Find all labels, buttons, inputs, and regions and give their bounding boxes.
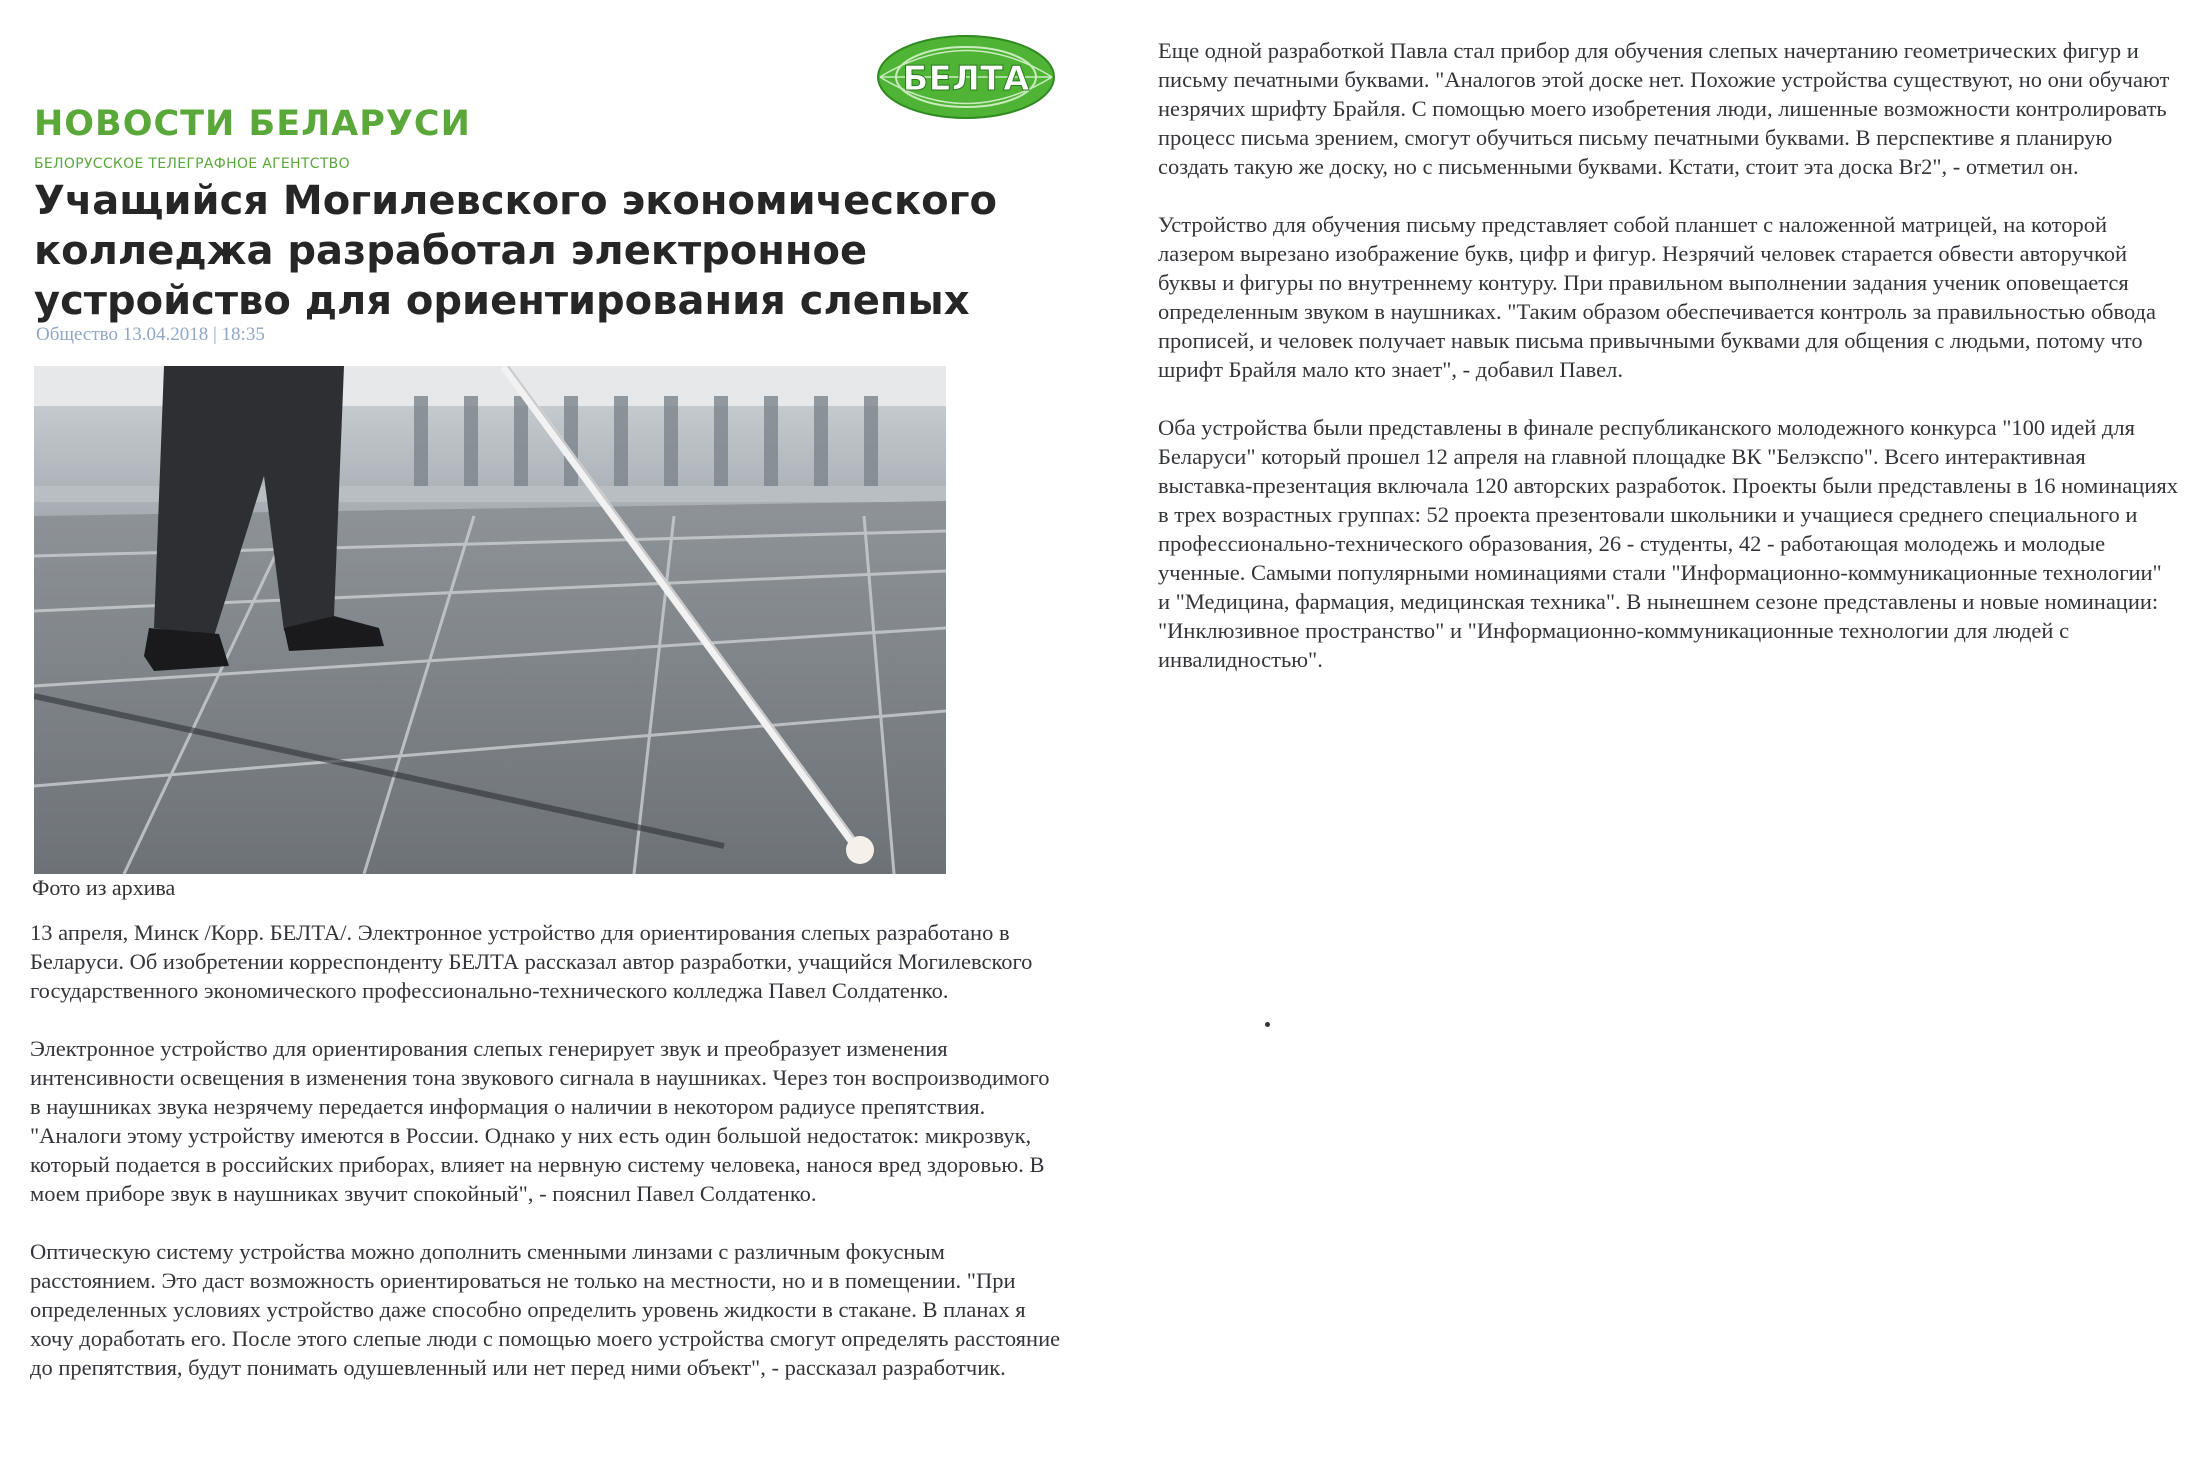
photo-caption: Фото из архива [32,875,176,900]
logo-text: БЕЛТА [902,59,1030,99]
photo-illustration [34,366,946,874]
paragraph: 13 апреля, Минск /Корр. БЕЛТА/. Электронное устройство для ориентирования слепых разработано в Беларуси. Об изобретении корреспонденту БЕЛТА рассказал автор разработки, учащийся Могилевского государственного экономического профессионально-технического колледжа Павел Солдатенко. [30,920,1033,1003]
article-meta[interactable]: Общество 13.04.2018 | 18:35 [36,324,265,345]
site-title[interactable]: НОВОСТИ БЕЛАРУСИ [34,104,471,144]
paragraph: Устройство для обучения письму представляет собой планшет с наложенной матрицей, на которой лазером вырезано изображение букв, цифр и фигур. Незрячий человек старается обвести авторучкой буквы и фигуры по внутреннему контуру. При правильном выполнении задания ученик оповещается определенным звуком в наушниках. "Таким образом обеспечивается контроль за правильностью обвода прописей, и человек получает навык письма привычными буквами для общения с людьми, потому что шрифт Брайля мало кто знает", - добавил Павел. [1158,212,2156,382]
site-subtitle: БЕЛОРУССКОЕ ТЕЛЕГРАФНОЕ АГЕНТСТВО [34,156,350,172]
paragraph: Еще одной разработкой Павла стал прибор для обучения слепых начертанию геометрических фигур и письму печатными буквами. "Аналогов этой доске нет. Похожие устройства существуют, но они обучают незрячих шрифту Брайля. С помощью моего изобретения люди, лишенные возможности контролировать процесс письма зрением, смогут обучиться письму печатными буквами. В перспективе я планирую создать такую же доску, но с письменными буквами. Кстати, стоит эта доска Br2", - отметил он. [1158,38,2170,179]
belta-logo[interactable] [876,34,1056,120]
article-photo [34,366,946,874]
article-body-left [30,918,1065,1411]
article-headline: Учащийся Могилевского экономического колледжа разработал электронное устройство для ориентирования слепых [34,178,997,324]
belta-logo-graphic [876,34,1056,120]
scan-artifact [1265,1022,1270,1027]
paragraph: Электронное устройство для ориентирования слепых генерирует звук и преобразует изменения интенсивности освещения в изменения тона звукового сигнала в наушниках. Через тон воспроизводимого в наушниках звука незрячему передается информация о наличии в некотором радиусе препятствия. "Аналоги этому устройству имеются в России. Однако у них есть один большой недостаток: микрозвук, который подается в российских приборах, влияет на нервную систему человека, нанося вред здоровью. В моем приборе звук в наушниках звучит спокойный", - пояснил Павел Солдатенко. [30,1036,1050,1206]
paragraph: Оптическую систему устройства можно дополнить сменными линзами с различным фокусным расстоянием. Это даст возможность ориентироваться не только на местности, но и в помещении. "При определенных условиях устройство даже способно определить уровень жидкости в стакане. В планах я хочу доработать его. После этого слепые люди с помощью моего устройства смогут определять расстояние до препятствия, будут понимать одушевленный или нет перед ними объект", - рассказал разработчик. [30,1239,1061,1380]
article-body-right [1158,36,2178,703]
paragraph: Оба устройства были представлены в финале республиканского молодежного конкурса "100 идей для Беларуси" который прошел 12 апреля на главной площадке ВК "Белэкспо". Всего интерактивная выставка-презентация включала 120 авторских разработок. Проекты были представлены в 16 номинациях в трех возрастных группах: 52 проекта презентовали школьники и учащиеся среднего специального и профессионально-технического образования, 26 - студенты, 42 - работающая молодежь и молодые ученные. Самыми популярными номинациями стали "Информационно-коммуникационные технологии" и "Медицина, фармация, медицинская техника". В нынешнем сезоне представлены и новые номинации: "Инклюзивное пространство" и "Информационно-коммуникационные технологии для людей с инвалидностью". [1158,415,2178,672]
